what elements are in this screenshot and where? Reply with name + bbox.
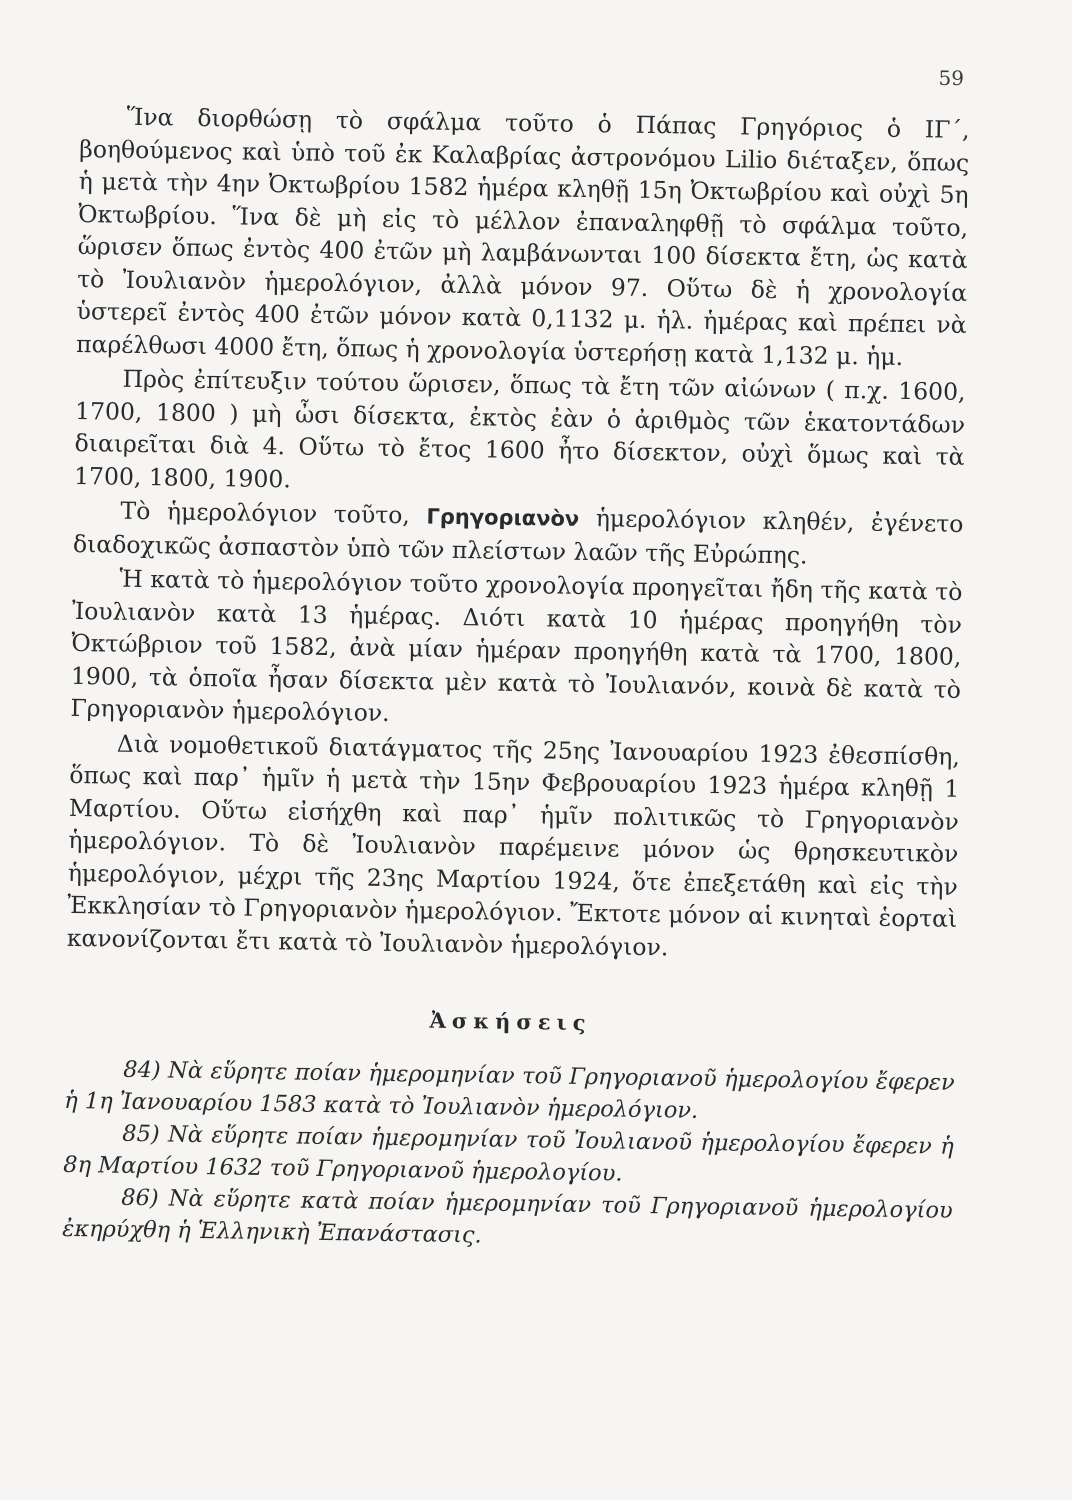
body-text bbox=[62, 100, 970, 1259]
exercise-number: 84) bbox=[123, 1056, 161, 1084]
paragraph-4: Ἡ κατὰ τὸ ἡμερολόγιον τοῦτο χρονολογία προηγεῖται ἤδη τῆς κατὰ τὸ Ἰουλιανὸν κατὰ 13 ἡμέρας. Διότι κατὰ 10 ἡμέρας προηγήθη τὸν Ὀκτώβριον τοῦ 1582, ἀνὰ μίαν ἡμέραν προηγήθη κατὰ τὰ 1700, 1800, 1900, τὰ ὁποῖα ἦσαν δίσεκτα μὲν κατὰ τὸ Ἰουλιανόν, κοινὰ δὲ κατὰ τὸ Γρηγοριανὸν ἡμερολόγιον. bbox=[70, 564, 963, 727]
exercise-86 bbox=[62, 1181, 953, 1259]
paragraph-3-after: ἡμερολόγιον κληθέν, ἐγένετο διαδοχικῶς ἀσπαστὸν ὑπὸ τῶν πλείστων λαῶν τῆς Εὐρώπης. bbox=[72, 503, 964, 569]
exercise-number: 85) bbox=[122, 1120, 160, 1148]
exercise-text: Νὰ εὕρητε ποίαν ἡμερομηνίαν τοῦ Γρηγοριανοῦ ἡμερολογίου ἔφερεν ἡ 1η Ἰανουαρίου 1583 κατὰ τὸ Ἰουλιανὸν ἡμερολόγιον. bbox=[64, 1057, 955, 1124]
paragraph-5: Διὰ νομοθετικοῦ διατάγματος τῆς 25ης Ἰανουαρίου 1923 ἐθεσπίσθη, ὅπως καὶ παρ᾽ ἡμῖν ἡ μετὰ τὴν 15ην Φεβρουαρίου 1923 ἡμέρα κληθῇ 1 Μαρτίου. Οὕτω εἰσήχθη καὶ παρ᾽ ἡμῖν πολιτικῶς τὸ Γρηγοριανὸν ἡμερολόγιον. Τὸ δὲ Ἰουλιανὸν παρέμεινε μόνον ὡς θρησκευτικὸν ἡμερολόγιον, μέχρι τῆς 23ης Μαρτίου 1924, ὅτε ἐπεξετάθη καὶ εἰς τὴν Ἐκκλησίαν τὸ Γρηγοριανὸν ἡμερολόγιον. Ἔκτοτε μόνον αἱ κινηταὶ ἑορταὶ κανονίζονται ἔτι κατὰ τὸ Ἰουλιανὸν ἡμερολόγιον. bbox=[66, 729, 961, 961]
exercises-heading: Ἀσκήσεις bbox=[429, 1007, 592, 1036]
exercise-number: 86) bbox=[121, 1184, 159, 1212]
paragraph-1: Ἵνα διορθώσῃ τὸ σφάλμα τοῦτο ὁ Πάπας Γρηγόριος ὁ ΙΓ΄, βοηθούμενος καὶ ὑπὸ τοῦ ἐκ Καλαβρίας ἀστρονόμου Lilio διέταξεν, ὅπως ἡ μετὰ τὴν 4ην Ὀκτωβρίου 1582 ἡμέρα κληθῇ 15η Ὀκτωβρίου καὶ οὐχὶ 5η Ὀκτωβρίου. Ἵνα δὲ μὴ εἰς τὸ μέλλον ἐπαναληφθῇ τὸ σφάλμα τοῦτο, ὥρισεν ὅπως ἐντὸς 400 ἐτῶν μὴ λαμβάνωνται 100 δίσεκτα ἔτη, ὡς κατὰ τὸ Ἰουλιανὸν ἡμερολόγιον, ἀλλὰ μόνον 97. Οὕτω δὲ ἡ χρονολογία ὑστερεῖ ἐντὸς 400 ἐτῶν μόνον κατὰ 0,1132 μ. ἡλ. ἡμέρας καὶ πρέπει νὰ παρέλθωσι 4000 ἔτη, ὅπως ἡ χρονολογία ὑστερήσῃ κατὰ 1,132 μ. ἡμ. bbox=[75, 102, 970, 371]
paragraph-3-before: Τὸ ἡμερολόγιον τοῦτο, bbox=[120, 496, 427, 530]
paragraph-2: Πρὸς ἐπίτευξιν τούτου ὥρισεν, ὅπως τὰ ἔτη τῶν αἰώνων ( π.χ. 1600, 1700, 1800 ) μὴ ὦσι δίσεκτα, ἐκτὸς ἐὰν ὁ ἀριθμὸς τῶν ἑκατοντάδων διαιρεῖται διὰ 4. Οὕτω τὸ ἔτος 1600 ἦτο δίσεκτον, οὐχὶ ὅμως καὶ τὰ 1700, 1800, 1900. bbox=[73, 364, 966, 493]
exercise-text: Νὰ εὕρητε κατὰ ποίαν ἡμερομηνίαν τοῦ Γρηγοριανοῦ ἡμερολογίου ἐκηρύχθη ἡ Ἑλληνικὴ Ἐπανάστασις. bbox=[62, 1185, 953, 1249]
paragraph-3 bbox=[73, 494, 964, 574]
gregorian-term: Γρηγοριανὸν bbox=[426, 504, 580, 531]
exercise-text: Νὰ εὕρητε ποίαν ἡμερομηνίαν τοῦ Ἰουλιανοῦ ἡμερολογίου ἔφερεν ἡ 8η Μαρτίου 1632 τοῦ Γρηγοριανοῦ ἡμερολογίου. bbox=[63, 1121, 954, 1187]
page-number: 59 bbox=[938, 66, 964, 90]
